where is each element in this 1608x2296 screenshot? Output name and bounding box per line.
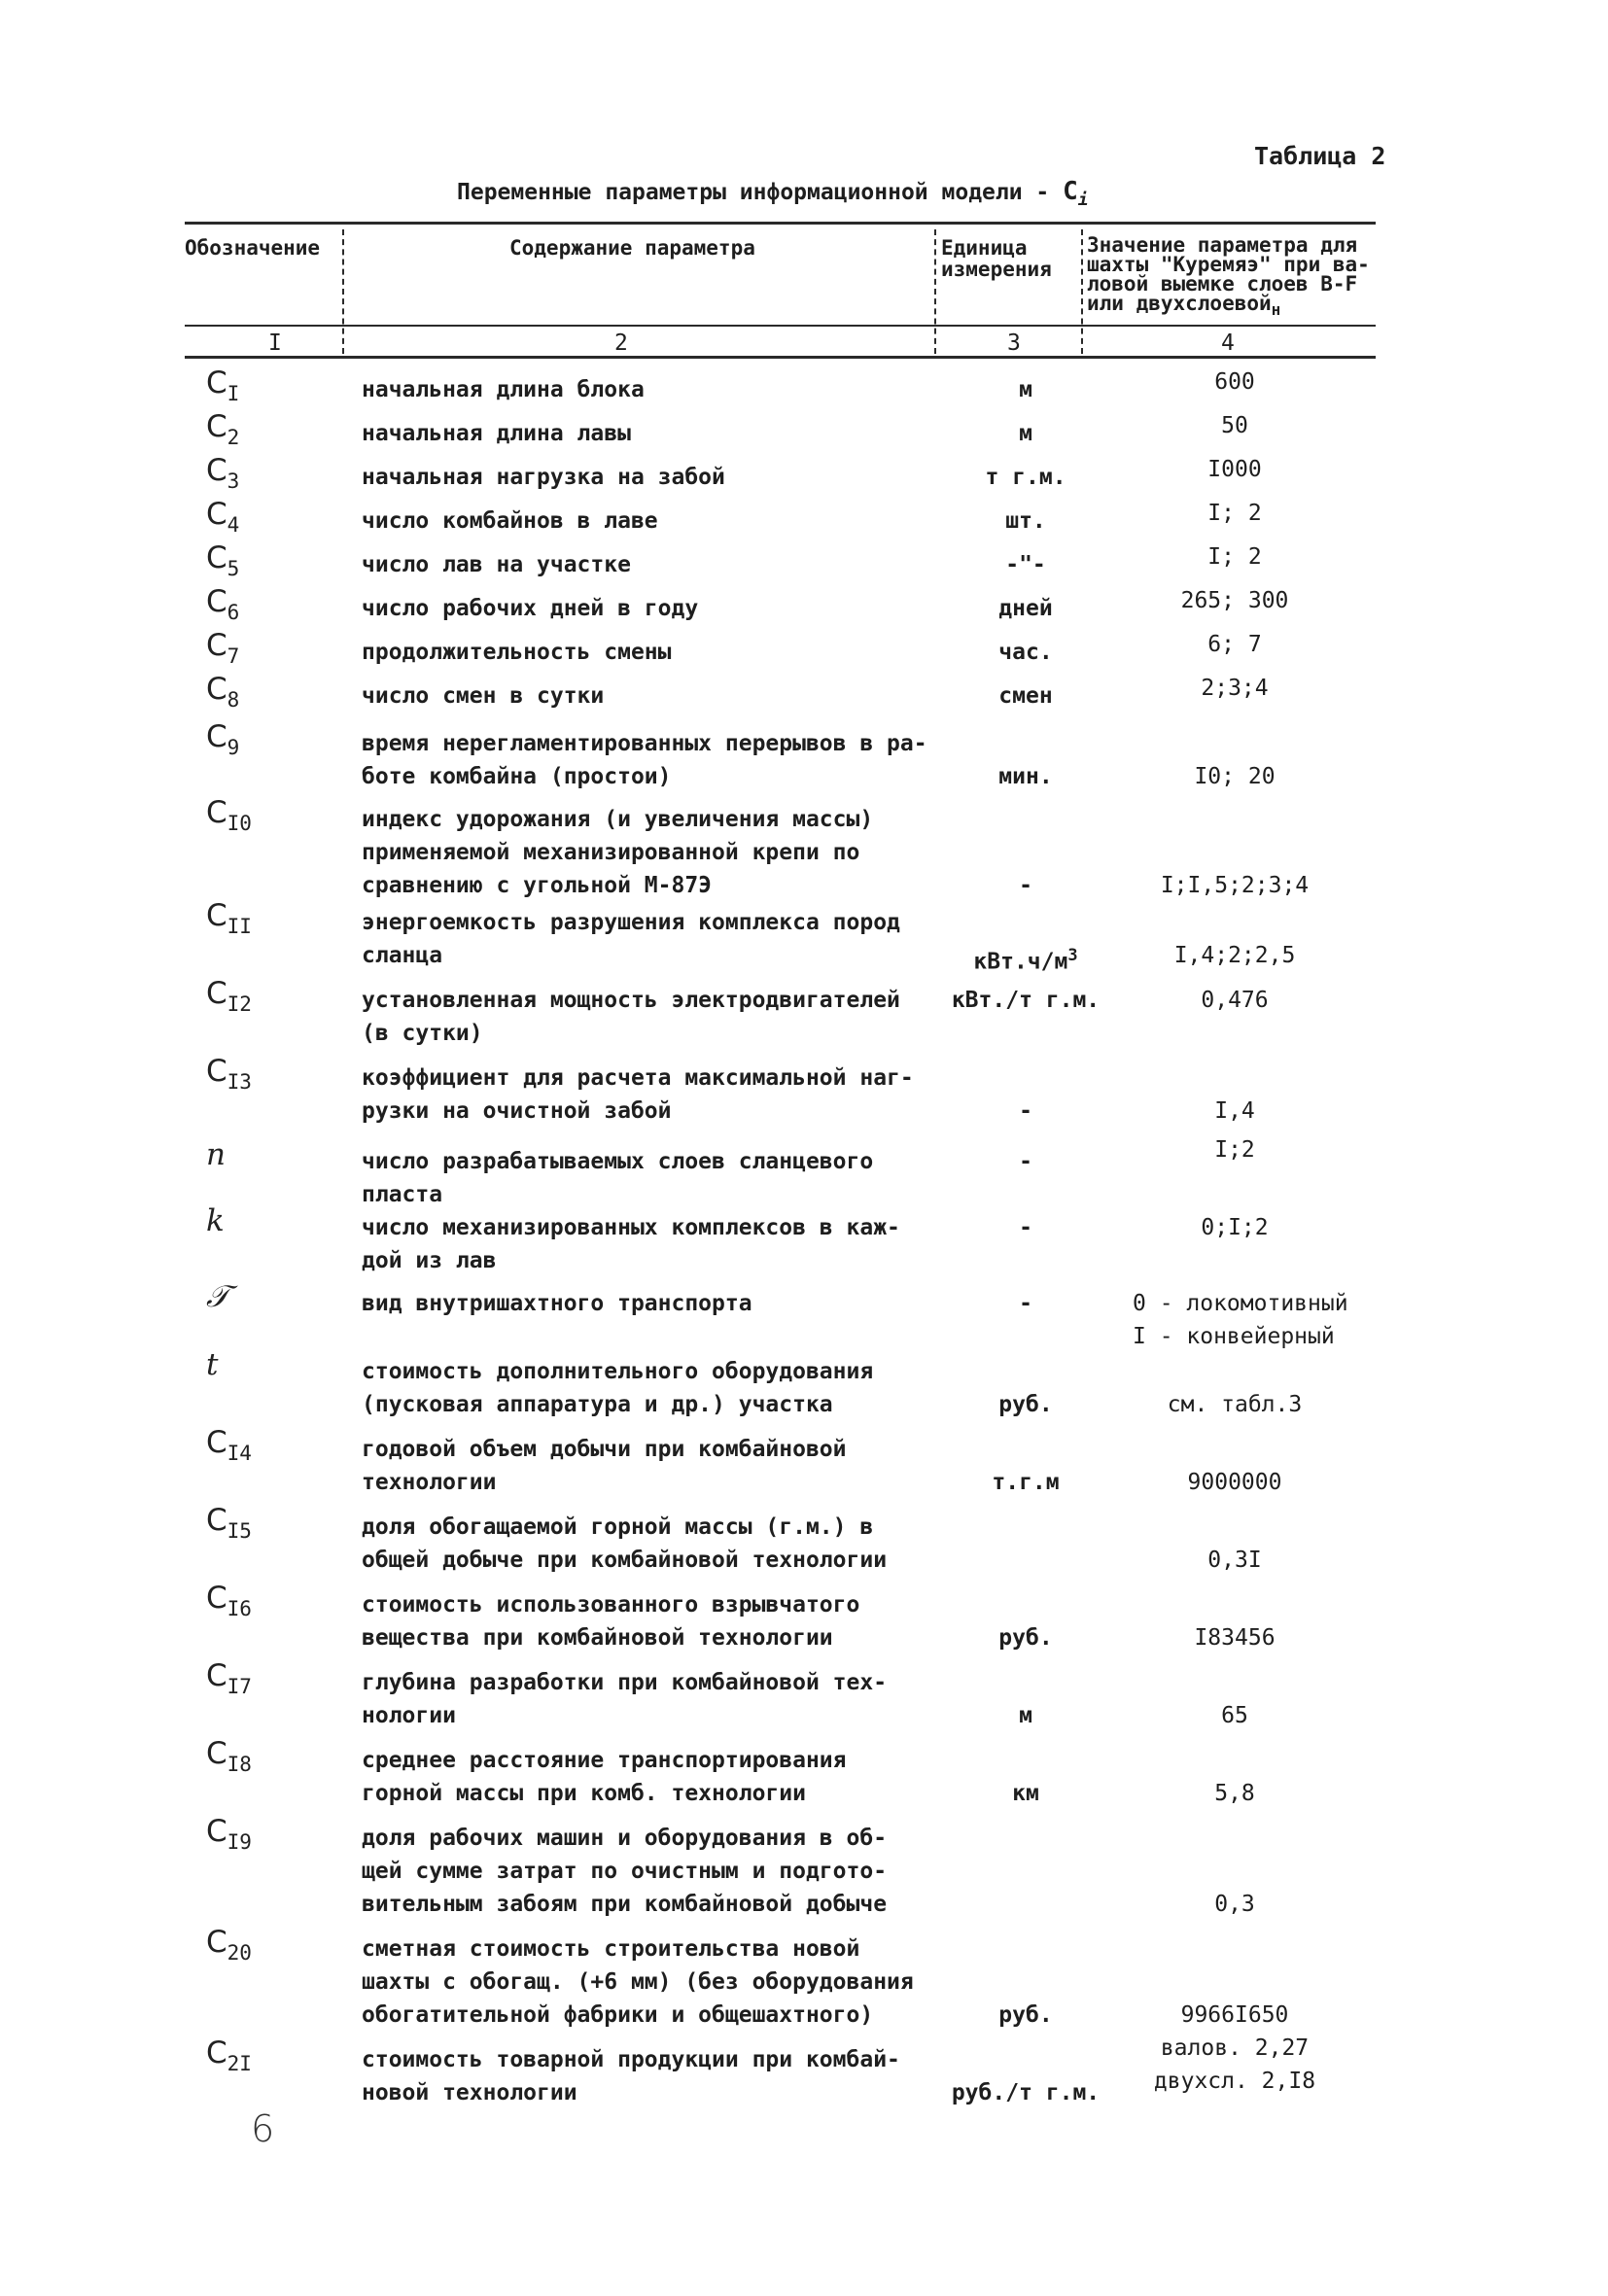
- unit-text: смен: [998, 683, 1053, 709]
- parameter-unit: [933, 592, 1118, 625]
- parameter-symbol: [206, 409, 239, 449]
- column-numbers-rule: [185, 356, 1376, 359]
- parameter-unit: [933, 679, 1118, 713]
- parameter-description: энергоемкость разрушения комплекса пород сланца: [362, 910, 900, 968]
- caption-symbol: C: [1063, 177, 1078, 206]
- parameter-symbol: [206, 1054, 252, 1094]
- symbol-subscript: I: [227, 382, 240, 405]
- parameter-description: установленная мощность электродвигателей (в сутки): [362, 988, 900, 1046]
- parameter-value: 265; 300: [1180, 588, 1289, 613]
- symbol-subscript: I9: [227, 1830, 252, 1854]
- caption-subscript: i: [1077, 190, 1089, 210]
- unit-text: кВт./т г.м.: [951, 988, 1101, 1013]
- column-number-2: 2: [614, 330, 628, 356]
- symbol-letter: C: [206, 976, 227, 1011]
- column-number-3: 3: [1007, 330, 1021, 356]
- unit-text: т.г.м: [992, 1470, 1060, 1495]
- parameter-description: время нерегламентированных перерывов в ра- боте комбайна (простои): [362, 731, 927, 789]
- parameter-symbol: [206, 976, 252, 1016]
- parameter-value: 0,3: [1214, 1892, 1255, 1917]
- parameter-description: среднее расстояние транспортирования горной массы при комб. технологии: [362, 1748, 847, 1806]
- parameter-unit: [933, 548, 1118, 581]
- symbol-letter: C: [206, 719, 227, 754]
- parameter-description: годовой объем добычи при комбайновой технологии: [362, 1437, 847, 1495]
- parameter-value: I;2: [1214, 1137, 1255, 1163]
- symbol-subscript: 7: [227, 644, 240, 668]
- parameter-unit: [933, 504, 1118, 538]
- parameter-unit: [933, 1287, 1118, 1320]
- parameter-unit: [933, 1466, 1118, 1499]
- parameter-description: начальная нагрузка на забой: [362, 465, 725, 490]
- parameter-unit: [933, 1145, 1118, 1178]
- parameter-symbol: [206, 1503, 252, 1543]
- symbol-subscript: 4: [227, 513, 240, 537]
- parameter-value: I;I,5;2;3;4: [1160, 873, 1310, 898]
- parameter-symbol: [206, 795, 252, 835]
- unit-text: -: [1019, 1291, 1032, 1316]
- parameter-symbol: [206, 898, 252, 938]
- parameter-description: число разрабатываемых слоев сланцевого пласта: [362, 1149, 874, 1207]
- symbol-letter: C: [206, 898, 227, 933]
- parameter-value: 9966I650: [1180, 2002, 1289, 2028]
- unit-text: м: [1019, 377, 1032, 402]
- column-number-1: I: [268, 330, 282, 356]
- parameter-unit: [933, 2076, 1118, 2109]
- unit-text: шт.: [1005, 508, 1046, 534]
- symbol-letter: C: [206, 628, 227, 663]
- symbol-letter: C: [206, 2035, 227, 2070]
- parameter-value: I000: [1207, 457, 1262, 482]
- unit-text: руб.: [998, 1392, 1053, 1417]
- table-top-rule: [185, 222, 1376, 225]
- parameter-unit: [933, 984, 1118, 1017]
- symbol-subscript: II: [227, 915, 252, 938]
- parameter-description: стоимость товарной продукции при комбай- новой технологии: [362, 2047, 900, 2105]
- parameter-unit: [933, 1999, 1118, 2032]
- parameter-value: 600: [1214, 369, 1255, 395]
- symbol-letter: C: [206, 1814, 227, 1849]
- parameter-value: I; 2: [1207, 501, 1262, 526]
- parameter-symbol: [206, 1347, 218, 1382]
- unit-text: т г.м.: [985, 465, 1066, 490]
- unit-text: дней: [998, 596, 1053, 621]
- parameter-unit: [933, 869, 1118, 902]
- header-bottom-rule: [185, 325, 1376, 327]
- header-separator-3: [1081, 229, 1083, 354]
- parameter-unit: [933, 1699, 1118, 1732]
- parameter-symbol: [206, 1814, 252, 1854]
- unit-text: -: [1019, 873, 1032, 898]
- parameter-value: 0 - локомотивный I - конвейерный: [1133, 1291, 1348, 1349]
- parameter-unit: [933, 1388, 1118, 1421]
- symbol-letter: C: [206, 1425, 227, 1460]
- parameter-unit: [933, 1777, 1118, 1810]
- header-unit: Единица измерения: [941, 236, 1052, 281]
- symbol-subscript: I8: [227, 1753, 252, 1776]
- parameter-symbol: [206, 365, 239, 405]
- parameter-description: число механизированных комплексов в каж- дой из лав: [362, 1215, 900, 1273]
- parameter-value: 6; 7: [1207, 632, 1262, 657]
- parameter-symbol: [206, 453, 239, 493]
- header-value-subscript: н: [1271, 300, 1281, 320]
- parameter-unit: [933, 1095, 1118, 1128]
- header-separator-1: [342, 229, 344, 354]
- parameter-description: доля рабочих машин и оборудования в об- щей сумме затрат по очистным и подгото- вительным забоям при комбайновой добыче: [362, 1826, 888, 1917]
- parameter-value: валов. 2,27 двухсл. 2,I8: [1153, 2035, 1316, 2094]
- header-separator-2: [934, 229, 936, 354]
- symbol-letter: C: [206, 795, 227, 830]
- parameter-value: 0;I;2: [1201, 1215, 1269, 1240]
- parameter-description: число смен в сутки: [362, 683, 605, 709]
- symbol-letter: C: [206, 672, 227, 707]
- unit-text: -: [1019, 1215, 1032, 1240]
- parameter-value: 5,8: [1214, 1781, 1255, 1806]
- parameter-description: доля обогащаемой горной массы (г.м.) в общей добыче при комбайновой технологии: [362, 1514, 888, 1573]
- symbol-subscript: I2: [227, 992, 252, 1016]
- page-number: 6: [251, 2107, 275, 2150]
- unit-text: -: [1019, 1149, 1032, 1174]
- header-value-text: Значение параметра для шахты "Куремяэ" при ва- ловой выемке слоев В-F или двухслоевой: [1087, 233, 1370, 315]
- symbol-subscript: 8: [227, 688, 240, 712]
- unit-text: км: [1012, 1781, 1039, 1806]
- symbol-letter: C: [206, 453, 227, 488]
- parameter-value: 0,476: [1201, 988, 1269, 1013]
- symbol-letter: C: [206, 1503, 227, 1538]
- unit-text: руб.: [998, 1625, 1053, 1651]
- symbol-subscript: 3: [227, 470, 240, 493]
- parameter-unit: [933, 939, 1118, 979]
- symbol-subscript: 5: [227, 557, 240, 580]
- parameter-description: сметная стоимость строительства новой шахты с обогащ. (+6 мм) (без оборудования обогатительной фабрики и общешахтного): [362, 1936, 914, 2028]
- parameter-symbol: [206, 584, 239, 624]
- symbol-subscript: I6: [227, 1597, 252, 1620]
- parameter-value: 2;3;4: [1201, 676, 1269, 701]
- symbol-subscript: 20: [227, 1941, 252, 1965]
- symbol-letter: C: [206, 1658, 227, 1693]
- parameter-unit: [933, 373, 1118, 406]
- symbol-letter: C: [206, 365, 227, 400]
- parameter-description: глубина разработки при комбайновой тех- нологии: [362, 1670, 888, 1728]
- unit-text: руб.: [998, 2002, 1053, 2028]
- header-parameter-content: Содержание параметра: [509, 236, 755, 260]
- header-designation: Обозначение: [185, 236, 321, 260]
- symbol-subscript: 9: [227, 736, 240, 759]
- symbol-subscript: 2: [227, 426, 240, 449]
- parameter-value: 65: [1221, 1703, 1248, 1728]
- parameter-symbol: [206, 628, 239, 668]
- parameter-symbol: [206, 1279, 229, 1315]
- unit-text: руб./т г.м.: [951, 2080, 1101, 2105]
- symbol-letter: C: [206, 1925, 227, 1960]
- symbol-letter: 𝒯: [206, 1279, 229, 1314]
- parameter-symbol: [206, 540, 239, 580]
- parameter-description: начальная длина блока: [362, 377, 645, 402]
- parameter-unit: [933, 461, 1118, 494]
- parameter-value: 50: [1221, 413, 1248, 438]
- parameter-description: продолжительность смены: [362, 640, 672, 665]
- parameter-symbol: [206, 497, 239, 537]
- symbol-subscript: 6: [227, 601, 240, 624]
- parameter-unit: [933, 1621, 1118, 1654]
- parameter-unit: [933, 760, 1118, 793]
- symbol-letter: C: [206, 540, 227, 575]
- parameter-symbol: [206, 1658, 252, 1698]
- parameter-description: число рабочих дней в году: [362, 596, 699, 621]
- unit-text: -"-: [1005, 552, 1046, 577]
- parameter-unit: [933, 417, 1118, 450]
- symbol-letter: C: [206, 584, 227, 619]
- parameter-value: I0; 20: [1194, 764, 1276, 789]
- symbol-letter: C: [206, 1736, 227, 1771]
- parameter-symbol: [206, 2035, 252, 2075]
- symbol-letter: t: [206, 1347, 219, 1382]
- symbol-subscript: I3: [227, 1070, 252, 1094]
- parameter-value: I,4: [1214, 1098, 1255, 1124]
- parameter-description: число лав на участке: [362, 552, 631, 577]
- symbol-subscript: I0: [227, 812, 252, 835]
- unit-superscript: 3: [1067, 946, 1078, 965]
- column-number-4: 4: [1221, 330, 1235, 356]
- table-label: Таблица 2: [1254, 142, 1386, 170]
- parameter-value: I83456: [1194, 1625, 1276, 1651]
- parameter-description: стоимость дополнительного оборудования (пусковая аппаратура и др.) участка: [362, 1359, 874, 1417]
- parameter-value: I,4;2;2,5: [1173, 943, 1296, 968]
- symbol-subscript: 2I: [227, 2052, 252, 2075]
- parameter-symbol: [206, 1925, 252, 1965]
- parameter-symbol: [206, 672, 239, 712]
- parameter-symbol: [206, 1203, 225, 1238]
- parameter-value: см. табл.3: [1167, 1392, 1303, 1417]
- parameter-description: вид внутришахтного транспорта: [362, 1291, 752, 1316]
- parameter-symbol: [206, 719, 239, 759]
- parameter-symbol: [206, 1581, 252, 1620]
- parameter-unit: [933, 1211, 1118, 1244]
- parameter-value: 9000000: [1187, 1470, 1282, 1495]
- unit-text: м: [1019, 421, 1032, 446]
- parameter-symbol: [206, 1736, 252, 1776]
- parameter-description: коэффициент для расчета максимальной наг- рузки на очистной забой: [362, 1065, 914, 1124]
- symbol-subscript: I7: [227, 1675, 252, 1698]
- parameter-description: стоимость использованного взрывчатого вещества при комбайновой технологии: [362, 1592, 860, 1651]
- parameter-symbol: [206, 1137, 226, 1172]
- unit-text: час.: [998, 640, 1053, 665]
- symbol-letter: k: [206, 1203, 225, 1238]
- parameter-value: 0,3I: [1207, 1548, 1262, 1573]
- table-caption: [457, 177, 1089, 210]
- parameter-description: индекс удорожания (и увеличения массы) применяемой механизированной крепи по сравнению с угольной М-87Э: [362, 807, 874, 898]
- unit-text: -: [1019, 1098, 1032, 1124]
- caption-text: Переменные параметры информационной модели -: [457, 180, 1064, 205]
- symbol-letter: C: [206, 1054, 227, 1089]
- symbol-subscript: I5: [227, 1519, 252, 1543]
- symbol-letter: C: [206, 1581, 227, 1616]
- symbol-letter: C: [206, 409, 227, 444]
- unit-text: кВт.ч/м: [973, 949, 1068, 975]
- unit-text: м: [1019, 1703, 1032, 1728]
- header-value: [1087, 235, 1370, 320]
- parameter-description: начальная длина лавы: [362, 421, 631, 446]
- parameter-description: число комбайнов в лаве: [362, 508, 658, 534]
- parameter-unit: [933, 636, 1118, 669]
- symbol-letter: C: [206, 497, 227, 532]
- symbol-letter: n: [206, 1137, 226, 1172]
- parameter-symbol: [206, 1425, 252, 1465]
- unit-text: мин.: [998, 764, 1053, 789]
- parameter-value: I; 2: [1207, 544, 1262, 570]
- symbol-subscript: I4: [227, 1442, 252, 1465]
